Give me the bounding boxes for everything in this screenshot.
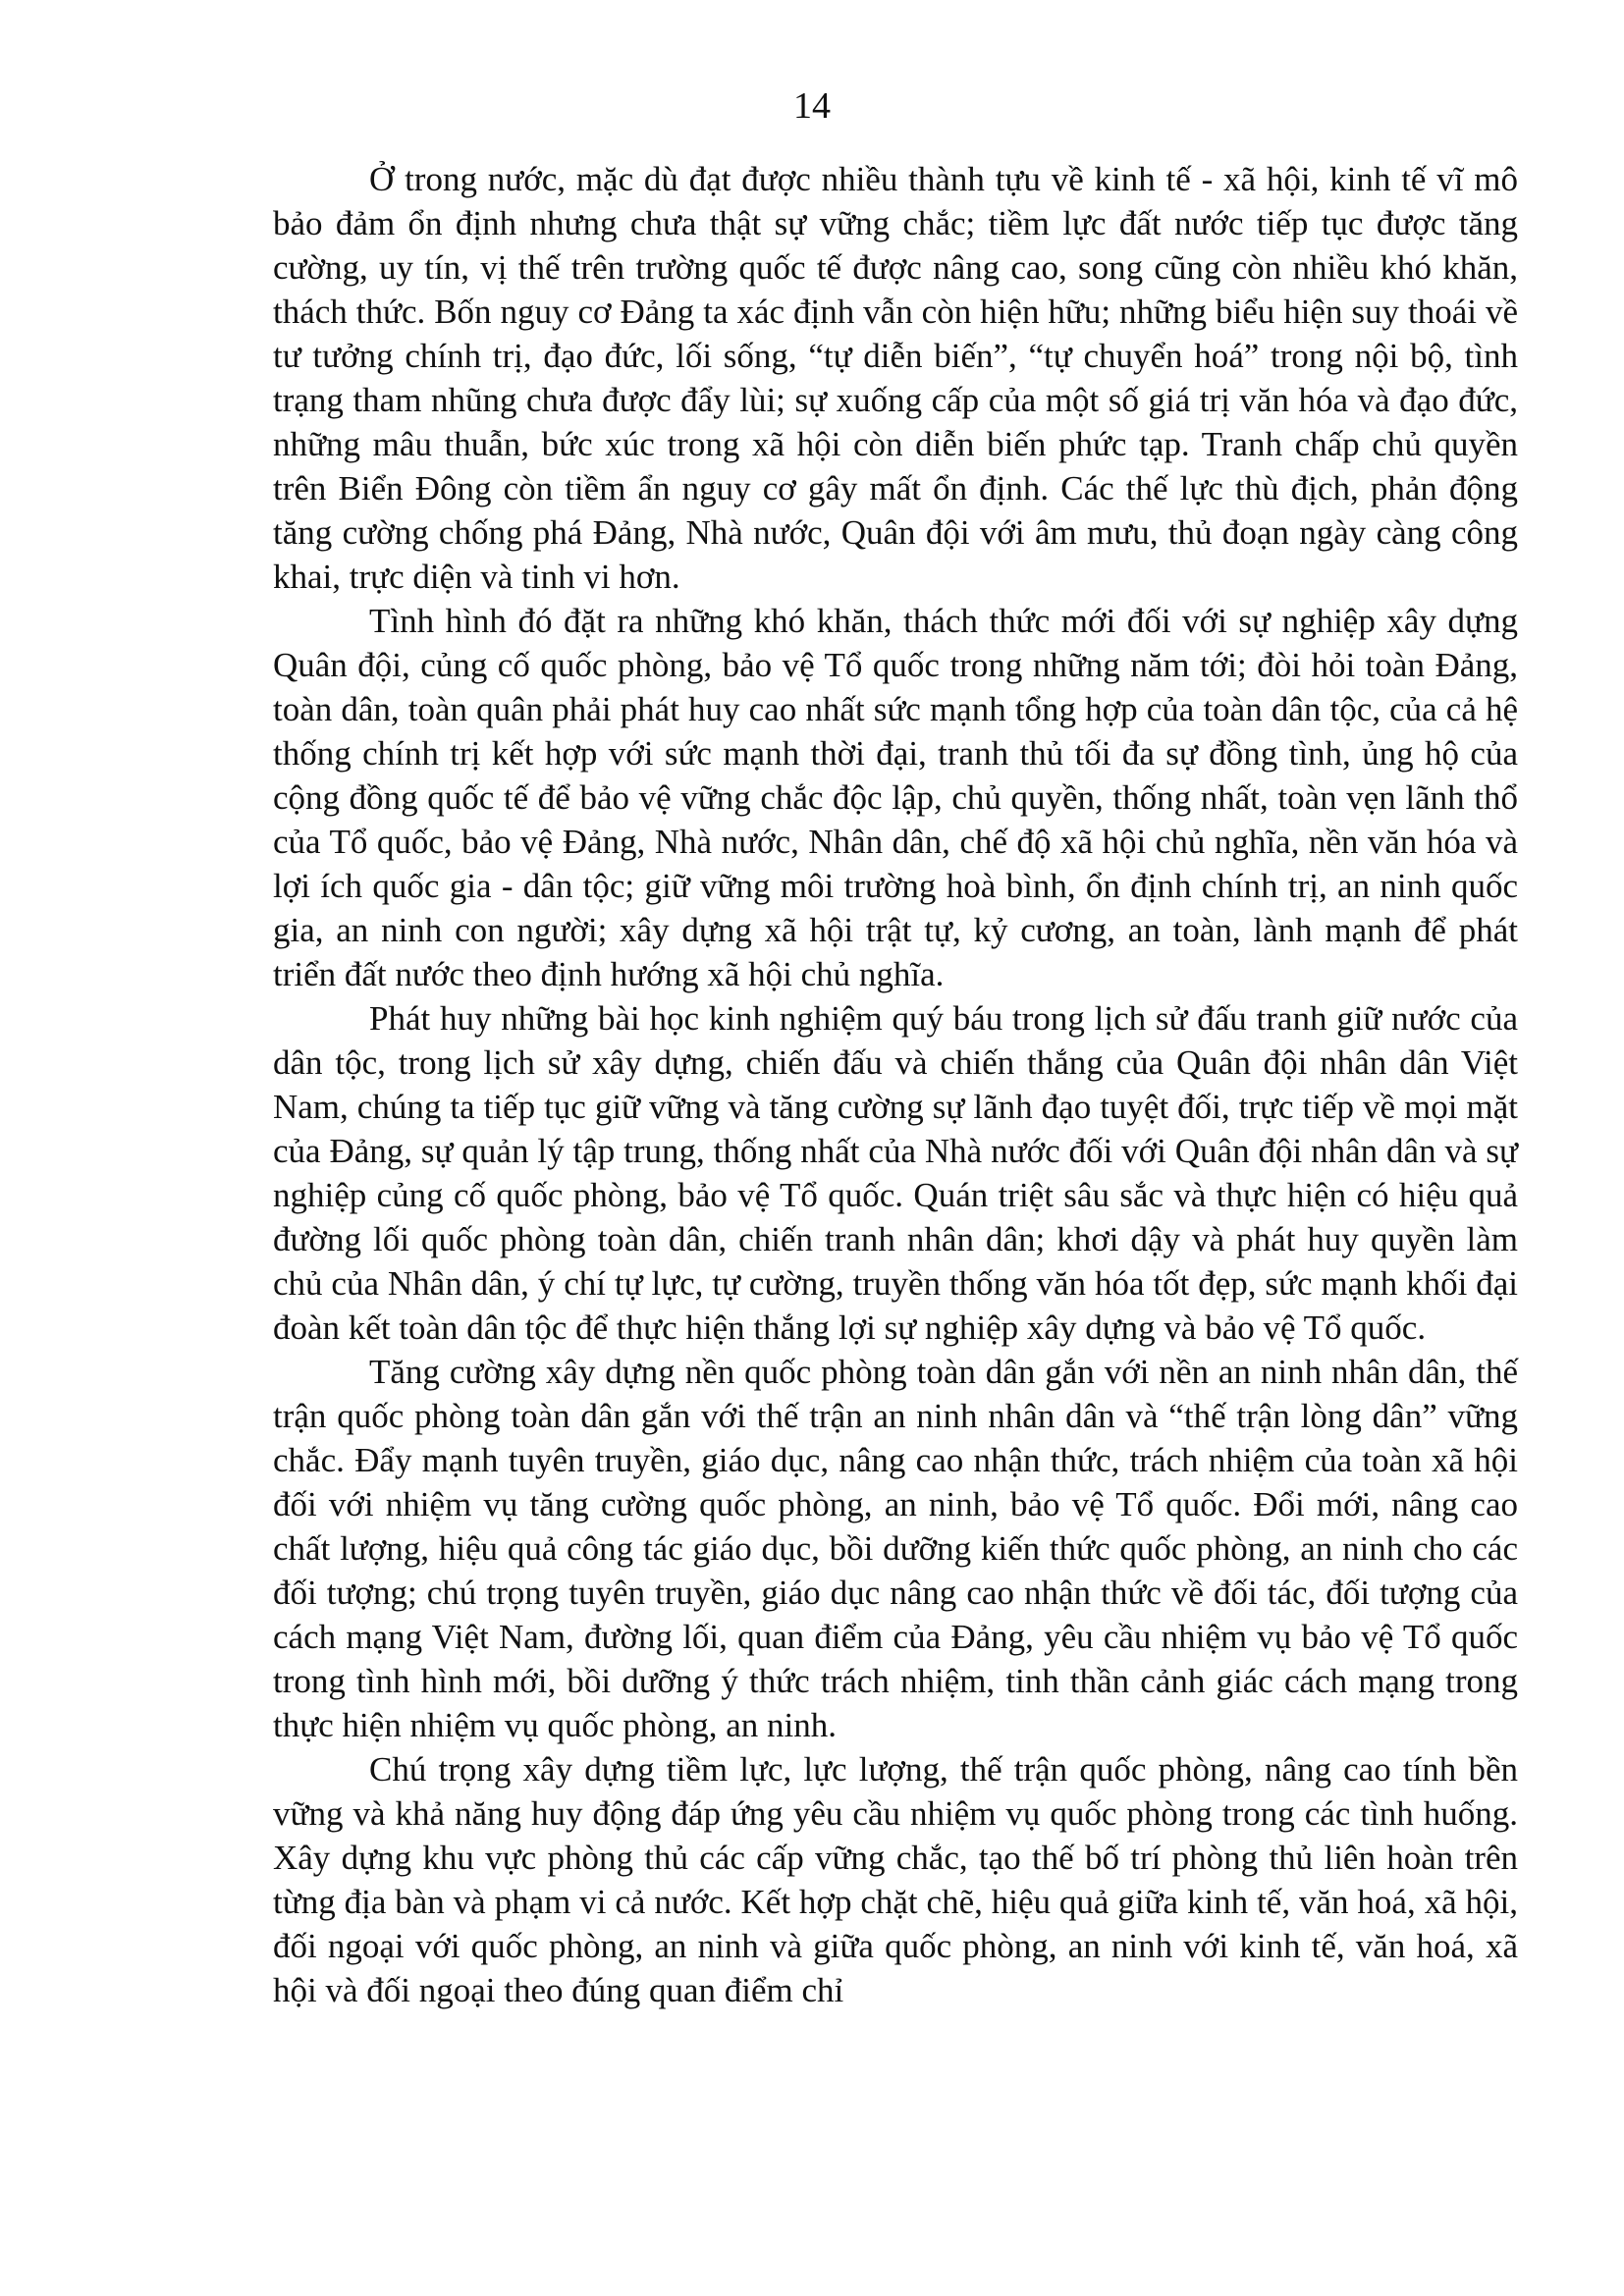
paragraph-1: Ở trong nước, mặc dù đạt được nhiều thành tựu về kinh tế - xã hội, kinh tế vĩ mô bảo đảm ổn định nhưng chưa thật sự vững chắc; tiềm lực đất nước tiếp tục được tăng cường, uy tín, vị thế trên trường quốc tế được nâng cao, song cũng còn nhiều khó khăn, thách thức. Bốn nguy cơ Đảng ta xác định vẫn còn hiện hữu; những biểu hiện suy thoái về tư tưởng chính trị, đạo đức, lối sống, “tự diễn biến”, “tự chuyển hoá” trong nội bộ, tình trạng tham nhũng chưa được đẩy lùi; sự xuống cấp của một số giá trị văn hóa và đạo đức, những mâu thuẫn, bức xúc trong xã hội còn diễn biến phức tạp. Tranh chấp chủ quyền trên Biển Đông còn tiềm ẩn nguy cơ gây mất ổn định. Các thế lực thù địch, phản động tăng cường chống phá Đảng, Nhà nước, Quân đội với âm mưu, thủ đoạn ngày càng công khai, trực diện và tinh vi hơn.	[273, 160, 1518, 596]
body-text	[273, 157, 1518, 2012]
paragraph-2: Tình hình đó đặt ra những khó khăn, thách thức mới đối với sự nghiệp xây dựng Quân đội, củng cố quốc phòng, bảo vệ Tổ quốc trong những năm tới; đòi hỏi toàn Đảng, toàn dân, toàn quân phải phát huy cao nhất sức mạnh tổng hợp của toàn dân tộc, của cả hệ thống chính trị kết hợp với sức mạnh thời đại, tranh thủ tối đa sự đồng tình, ủng hộ của cộng đồng quốc tế để bảo vệ vững chắc độc lập, chủ quyền, thống nhất, toàn vẹn lãnh thổ của Tổ quốc, bảo vệ Đảng, Nhà nước, Nhân dân, chế độ xã hội chủ nghĩa, nền văn hóa và lợi ích quốc gia - dân tộc; giữ vững môi trường hoà bình, ổn định chính trị, an ninh quốc gia, an ninh con người; xây dựng xã hội trật tự, kỷ cương, an toàn, lành mạnh để phát triển đất nước theo định hướng xã hội chủ nghĩa.	[273, 602, 1518, 993]
paragraph-3: Phát huy những bài học kinh nghiệm quý báu trong lịch sử đấu tranh giữ nước của dân tộc, trong lịch sử xây dựng, chiến đấu và chiến thắng của Quân đội nhân dân Việt Nam, chúng ta tiếp tục giữ vững và tăng cường sự lãnh đạo tuyệt đối, trực tiếp về mọi mặt của Đảng, sự quản lý tập trung, thống nhất của Nhà nước đối với Quân đội nhân dân và sự nghiệp củng cố quốc phòng, bảo vệ Tổ quốc. Quán triệt sâu sắc và thực hiện có hiệu quả đường lối quốc phòng toàn dân, chiến tranh nhân dân; khơi dậy và phát huy quyền làm chủ của Nhân dân, ý chí tự lực, tự cường, truyền thống văn hóa tốt đẹp, sức mạnh khối đại đoàn kết toàn dân tộc để thực hiện thắng lợi sự nghiệp xây dựng và bảo vệ Tổ quốc.	[273, 999, 1518, 1347]
paragraph-5: Chú trọng xây dựng tiềm lực, lực lượng, thế trận quốc phòng, nâng cao tính bền vững và khả năng huy động đáp ứng yêu cầu nhiệm vụ quốc phòng trong các tình huống. Xây dựng khu vực phòng thủ các cấp vững chắc, tạo thế bố trí phòng thủ liên hoàn trên từng địa bàn và phạm vi cả nước. Kết hợp chặt chẽ, hiệu quả giữa kinh tế, văn hoá, xã hội, đối ngoại với quốc phòng, an ninh và giữa quốc phòng, an ninh với kinh tế, văn hoá, xã hội và đối ngoại theo đúng quan điểm chỉ	[273, 1750, 1518, 2009]
page-number: 14	[793, 85, 831, 127]
paragraph-4: Tăng cường xây dựng nền quốc phòng toàn dân gắn với nền an ninh nhân dân, thế trận quốc phòng toàn dân gắn với thế trận an ninh nhân dân và “thế trận lòng dân” vững chắc. Đẩy mạnh tuyên truyền, giáo dục, nâng cao nhận thức, trách nhiệm của toàn xã hội đối với nhiệm vụ tăng cường quốc phòng, an ninh, bảo vệ Tổ quốc. Đổi mới, nâng cao chất lượng, hiệu quả công tác giáo dục, bồi dưỡng kiến thức quốc phòng, an ninh cho các đối tượng; chú trọng tuyên truyền, giáo dục nâng cao nhận thức về đối tác, đối tượng của cách mạng Việt Nam, đường lối, quan điểm của Đảng, yêu cầu nhiệm vụ bảo vệ Tổ quốc trong tình hình mới, bồi dưỡng ý thức trách nhiệm, tinh thần cảnh giác cách mạng trong thực hiện nhiệm vụ quốc phòng, an ninh.	[273, 1353, 1518, 1744]
